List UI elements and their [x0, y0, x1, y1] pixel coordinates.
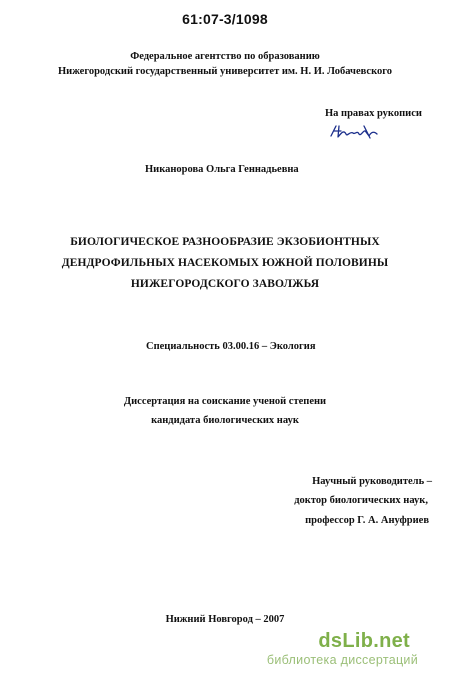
supervisor-role: Научный руководитель – — [312, 476, 432, 487]
place-and-year: Нижний Новгород – 2007 — [165, 614, 285, 625]
supervisor-degree: доктор биологических наук, — [294, 495, 428, 506]
handwritten-signature — [328, 122, 388, 142]
specialty: Специальность 03.00.16 – Экология — [146, 341, 316, 352]
thesis-title-line-2: ДЕНДРОФИЛЬНЫХ НАСЕКОМЫХ ЮЖНОЙ ПОЛОВИНЫ — [61, 257, 389, 269]
watermark-logo: dsLib.net — [318, 630, 410, 652]
watermark-caption: библиотека диссертаций — [266, 653, 418, 667]
dissertation-degree-line-2: кандидата биологических наук — [151, 415, 299, 426]
dissertation-degree-line-1: Диссертация на соискание ученой степени — [123, 396, 327, 407]
author-name: Никанорова Ольга Геннадьевна — [145, 164, 299, 175]
thesis-title-line-3: НИЖЕГОРОДСКОГО ЗАВОЛЖЬЯ — [130, 278, 320, 290]
archive-code: 61:07-3/1098 — [182, 11, 268, 27]
supervisor-name: профессор Г. А. Ануфриев — [305, 515, 429, 526]
university-name: Нижегородский государственный университет им. Н. И. Лобачевского — [57, 66, 392, 77]
thesis-title-line-1: БИОЛОГИЧЕСКОЕ РАЗНООБРАЗИЕ ЭКЗОБИОНТНЫХ — [70, 236, 380, 248]
manuscript-rights-label: На правах рукописи — [325, 108, 422, 119]
agency-name: Федеральное агентство по образованию — [130, 51, 320, 62]
